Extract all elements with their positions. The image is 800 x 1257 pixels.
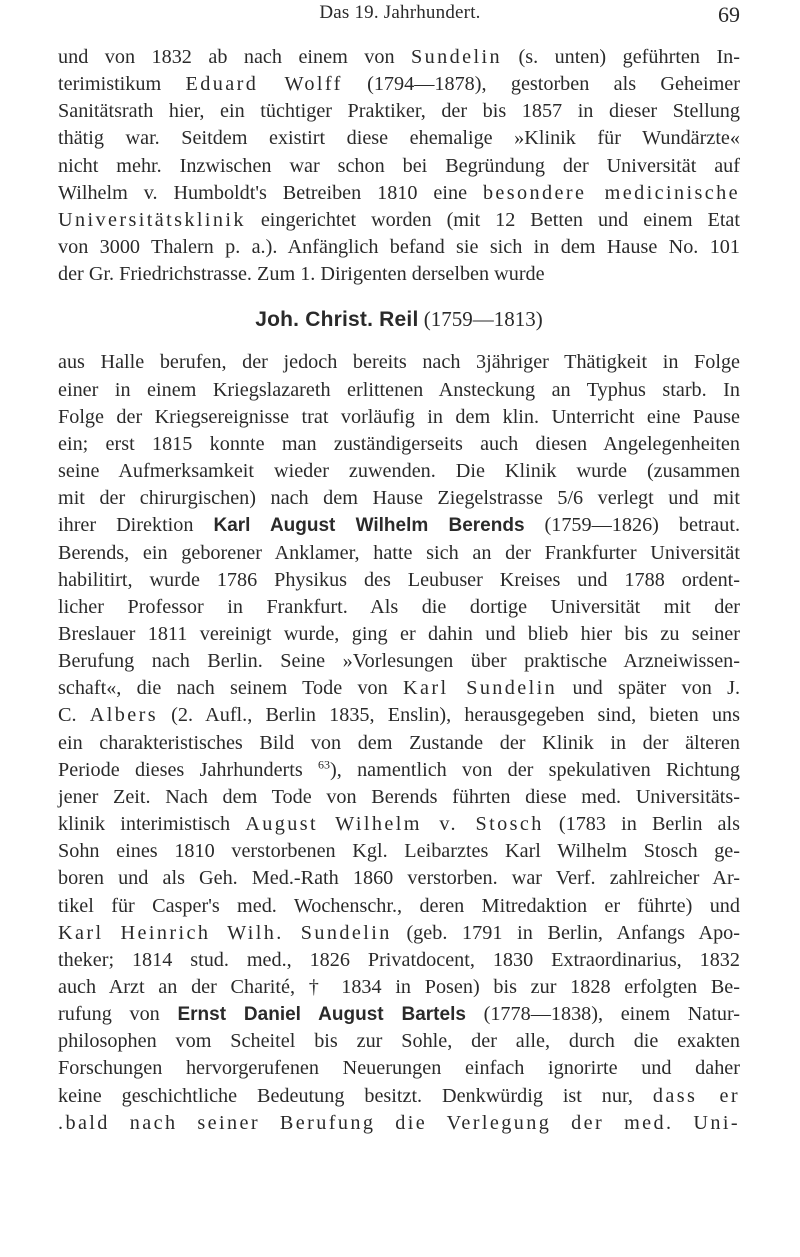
text-line: Forschungen hervorgerufenen Neuerungen einfach ignorirte und daher bbox=[58, 1057, 740, 1080]
text-line: philosophen vom Scheitel bis zur Sohle, der alle, durch die exakten bbox=[58, 1030, 740, 1053]
text-line: ihrer Direktion Karl August Wilhelm Berends (1759—1826) betraut. bbox=[58, 514, 740, 537]
text-line: nicht mehr. Inzwischen war schon bei Begründung der Universität auf bbox=[58, 154, 740, 177]
body-text bbox=[58, 44, 740, 1137]
text-line: ein; erst 1815 konnte man zuständigerseits auch diesen Angelegenheiten bbox=[58, 432, 740, 455]
text-line: Wilhelm v. Humboldt's Betreiben 1810 eine besondere medicinische bbox=[58, 181, 740, 204]
text-line: Periode dieses Jahrhunderts $^{63}$), namentlich von der spekulativen Richtung bbox=[58, 757, 740, 781]
text-line: thätig war. Seitdem existirt diese ehemalige »Klinik für Wundärzte« bbox=[58, 127, 740, 150]
text-line: Universitätsklinik eingerichtet worden (mit 12 Betten und einem Etat bbox=[58, 208, 740, 231]
text-line: schaft«, die nach seinem Tode von Karl Sundelin und später von J. bbox=[58, 677, 740, 700]
text-line: Breslauer 1811 vereinigt wurde, ging er dahin und blieb hier bis zu seiner bbox=[58, 622, 740, 645]
text-line: klinik interimistisch August Wilhelm v. Stosch (1783 in Berlin als bbox=[58, 813, 740, 836]
text-line: mit der chirurgischen) nach dem Hause Ziegelstrasse 5/6 verlegt und mit bbox=[58, 487, 740, 510]
text-line: rufung von Ernst Daniel August Bartels (1778—1838), einem Natur- bbox=[58, 1003, 740, 1026]
text-line: ein charakteristisches Bild von dem Zustande der Klinik in der älteren bbox=[58, 731, 740, 754]
page-header bbox=[0, 2, 800, 32]
text-line: und von 1832 ab nach einem von Sundelin (s. unten) geführten In- bbox=[58, 46, 740, 68]
text-line: der Gr. Friedrichstrasse. Zum 1. Dirigenten derselben wurde bbox=[58, 263, 545, 286]
text-line: licher Professor in Frankfurt. Als die dortige Universität mit der bbox=[58, 595, 740, 618]
text-line: boren und als Geh. Med.-Rath 1860 verstorben. war Verf. zahlreicher Ar- bbox=[58, 867, 740, 890]
text-line: Berufung nach Berlin. Seine »Vorlesungen über praktische Arzneiwissen- bbox=[58, 650, 740, 673]
text-line: .bald nach seiner Berufung die Verlegung der med. Uni- bbox=[58, 1111, 740, 1134]
text-line: theker; 1814 stud. med., 1826 Privatdocent, 1830 Extraordinarius, 1832 bbox=[58, 948, 740, 971]
text-line: keine geschichtliche Bedeutung besitzt. Denkwürdig ist nur, dass er bbox=[58, 1084, 741, 1107]
section-heading: Joh. Christ. Reil (1759—1813) bbox=[255, 307, 543, 332]
text-line: von 3000 Thalern p. a.). Anfänglich befand sie sich in dem Hause No. 101 bbox=[58, 236, 740, 259]
text-line: Folge der Kriegsereignisse trat vorläufig in dem klin. Unterricht eine Pause bbox=[58, 405, 740, 428]
text-line: Sanitätsrath hier, ein tüchtiger Praktiker, der bis 1857 in dieser Stellung bbox=[58, 100, 740, 123]
text-line: seine Aufmerksamkeit wieder zuwenden. Die Klinik wurde (zusammen bbox=[58, 460, 740, 483]
text-line: auch Arzt an der Charité, † 1834 in Posen) bis zur 1828 erfolgten Be- bbox=[58, 976, 740, 998]
text-line: C. Albers (2. Aufl., Berlin 1835, Enslin), herausgegeben sind, bieten uns bbox=[58, 704, 740, 727]
footnote-ref: 63 bbox=[318, 757, 331, 772]
text-line: Berends, ein geborener Anklamer, hatte sich an der Frankfurter Universität bbox=[58, 541, 740, 564]
text-line: aus Halle berufen, der jedoch bereits nach 3jähriger Thätigkeit in Folge bbox=[58, 351, 740, 374]
text-line: tikel für Casper's med. Wochenschr., deren Mitredaktion er führte) und bbox=[58, 894, 740, 917]
text-line: Sohn eines 1810 verstorbenen Kgl. Leibarztes Karl Wilhelm Stosch ge- bbox=[58, 840, 740, 863]
text-line: terimistikum Eduard Wolff (1794—1878), gestorben als Geheimer bbox=[58, 73, 740, 96]
text-line: jener Zeit. Nach dem Tode von Berends führten diese med. Universitäts- bbox=[58, 785, 740, 808]
text-line: habilitirt, wurde 1786 Physikus des Leubuser Kreises und 1788 ordent- bbox=[58, 568, 740, 591]
running-title: Das 19. Jahrhundert. bbox=[319, 2, 481, 23]
page-number: 69 bbox=[718, 2, 740, 27]
text-line: einer in einem Kriegslazareth erlittenen Ansteckung an Typhus starb. In bbox=[58, 378, 740, 401]
text-line: Karl Heinrich Wilh. Sundelin (geb. 1791 in Berlin, Anfangs Apo- bbox=[58, 921, 740, 944]
